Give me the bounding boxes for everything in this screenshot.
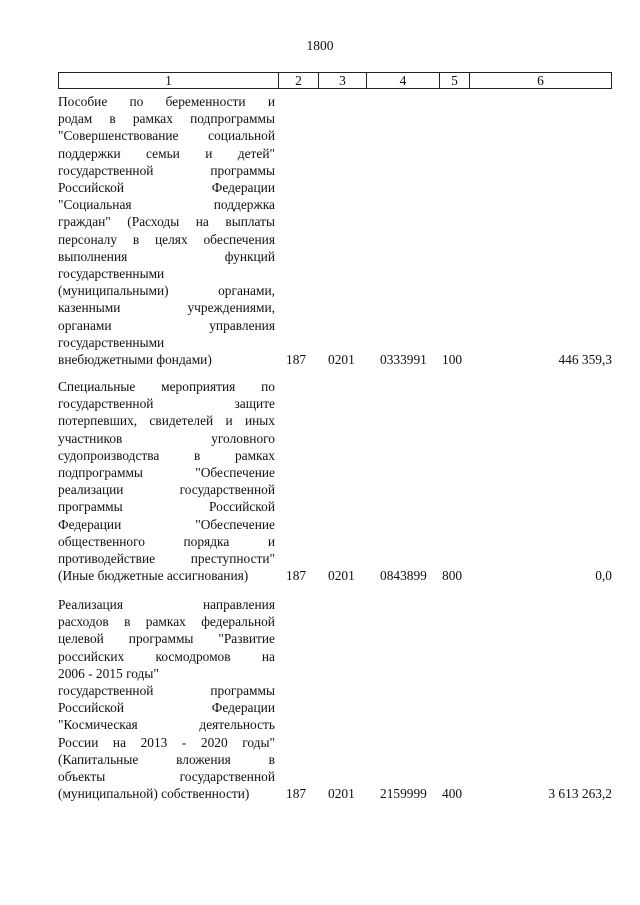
header-col-2: 2 <box>278 73 318 88</box>
table-header <box>58 72 612 89</box>
target-item-code: 2159999 <box>380 786 427 801</box>
description-line: участников уголовного <box>58 430 275 446</box>
description-line: противодействие преступности" <box>58 551 275 567</box>
description-line: "Совершенствование социальной <box>58 128 275 144</box>
description-line: "Космическая деятельность <box>58 717 275 733</box>
description-line: Реализация направления <box>58 597 275 612</box>
header-col-5: 5 <box>439 73 469 88</box>
section-code: 0201 <box>328 786 355 801</box>
expense-type-code: 100 <box>442 352 463 367</box>
description-line: программы Российской <box>58 499 275 515</box>
description-line: государственными <box>58 266 165 282</box>
row-description <box>58 93 275 368</box>
header-col-6: 6 <box>469 73 611 88</box>
target-item-code: 0333991 <box>380 352 427 367</box>
description-line: государственными <box>58 334 165 350</box>
description-line: казенными учреждениями, <box>58 300 275 316</box>
description-line: Российской Федерации <box>58 700 275 716</box>
description-line: расходов в рамках федеральной <box>58 614 275 630</box>
header-col-3: 3 <box>318 73 366 88</box>
description-line: государственной программы <box>58 162 275 178</box>
description-line: (Иные бюджетные ассигнования) <box>58 568 249 584</box>
description-line: объекты государственной <box>58 769 275 785</box>
row-description <box>58 596 275 802</box>
admin-code: 187 <box>286 786 307 801</box>
expense-type-code: 400 <box>442 786 463 801</box>
description-line: персоналу в целях обеспечения <box>58 231 275 247</box>
description-line: внебюджетными фондами) <box>58 352 212 368</box>
description-line: Пособие по беременности и <box>58 94 275 109</box>
description-line: граждан" (Расходы на выплаты <box>58 214 275 230</box>
expense-type-code: 800 <box>442 568 463 583</box>
description-line: потерпевших, свидетелей и иных <box>58 413 275 429</box>
description-line: выполнения функций <box>58 248 275 264</box>
description-line: Федерации "Обеспечение <box>58 516 275 532</box>
description-line: Российской Федерации <box>58 180 275 196</box>
description-line: реализации государственной <box>58 482 275 498</box>
header-col-4: 4 <box>366 73 439 88</box>
row-description <box>58 378 275 584</box>
description-line: (муниципальной) собственности) <box>58 786 250 802</box>
description-line: органами управления <box>58 317 275 333</box>
admin-code: 187 <box>286 352 307 367</box>
description-line: целевой программы "Развитие <box>58 631 275 647</box>
description-line: государственной защите <box>58 396 275 412</box>
description-line: Специальные мероприятия по <box>58 379 275 394</box>
admin-code: 187 <box>286 568 307 583</box>
description-line: российских космодромов на <box>58 648 275 664</box>
amount: 3 613 263,2 <box>548 786 612 801</box>
description-line: родам в рамках подпрограммы <box>58 111 275 127</box>
section-code: 0201 <box>328 352 355 367</box>
description-line: поддержки семьи и детей" <box>58 145 275 161</box>
amount: 0,0 <box>595 568 612 583</box>
header-col-1: 1 <box>165 73 172 88</box>
description-line: подпрограммы "Обеспечение <box>58 465 275 481</box>
description-line: "Социальная поддержка <box>58 197 275 213</box>
description-line: России на 2013 - 2020 годы" <box>58 734 275 750</box>
description-line: судопроизводства в рамках <box>58 447 275 463</box>
description-line: 2006 - 2015 годы" <box>58 665 159 681</box>
section-code: 0201 <box>328 568 355 583</box>
target-item-code: 0843899 <box>380 568 427 583</box>
amount: 446 359,3 <box>558 352 612 367</box>
description-line: (муниципальными) органами, <box>58 283 275 299</box>
description-line: (Капитальные вложения в <box>58 751 275 767</box>
description-line: государственной программы <box>58 683 275 699</box>
page-number: 1800 <box>306 38 334 53</box>
description-line: общественного порядка и <box>58 533 275 549</box>
